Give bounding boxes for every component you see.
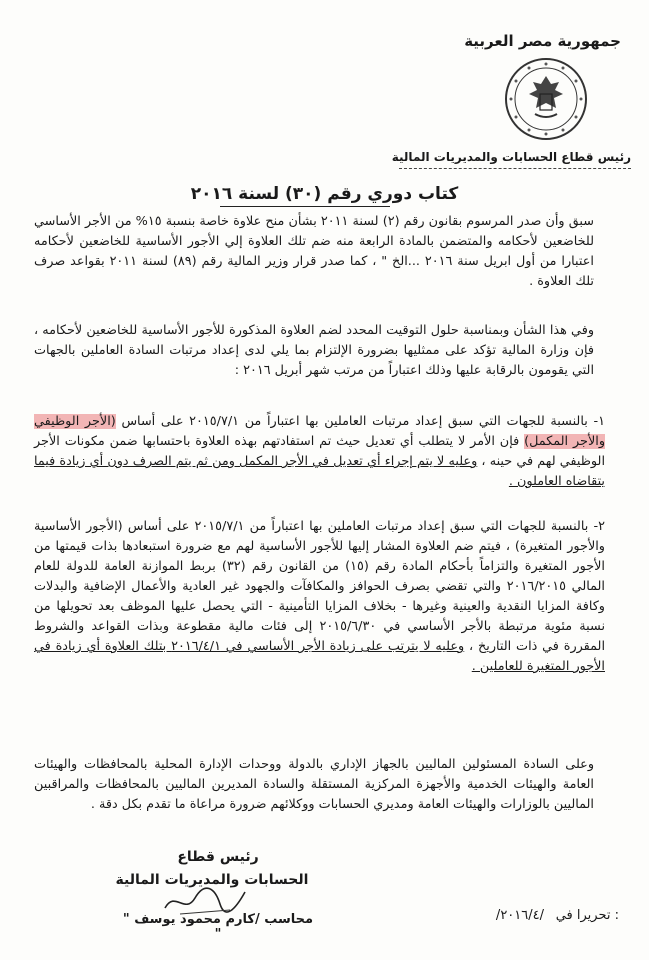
country-header: جمهورية مصر العربية [464, 32, 621, 50]
signature-title: رئيس قطاع [177, 849, 259, 865]
list-item-1 [34, 412, 605, 492]
signature-department: الحسابات والمديريات المالية [115, 872, 309, 888]
item-text-cont: فإن الأمر لا يتطلب أي تعديل حيث تم استفادتهم بهذه العلاوة باحتسابها ضمن مكونات الأجر الوظيفي لهم في حينه ، [34, 434, 605, 469]
paragraph-instructions: وعلى السادة المسئولين الماليين بالجهاز الإداري بالدولة ووحدات الإدارة المحلية بالمحافظات والهيئات العامة والهيئات الخدمية والأجهزة المركزية المستقلة والسادة المديرين الماليين بالمحافظات والمراقبين الماليين بالوزارات والهيئات العامة ومديري الحسابات ووكلائهم ضرورة مراعاة ما تقدم بكل دقة . [34, 757, 594, 812]
underlined-text: وعليه لا يتم إجراء أي تعديل في الأجر المكمل ومن ثم يتم الصرف دون أي زيادة فيما يتقاضاه العاملون . [34, 454, 605, 489]
item-number: ٢- [593, 519, 605, 534]
paragraph-intro: سبق وأن صدر المرسوم بقانون رقم (٢) لسنة ٢٠١١ بشأن منح علاوة خاصة بنسبة ١٥% من الأجر الأساسي للخاضعين لأحكامه والمتضمن بالمادة الرابعة منه ضم تلك العلاوة إلي الأجور الأساسية للخاضعين لأحكامه اعتبارا من أول ابريل سنة ٢٠١٦ ...الخ " ، كما صدر قرار وزير المالية رقم (٨٩) لسنة ٢٠١١ بقواعد صرف تلك العلاوة . [34, 214, 594, 289]
item-text: بالنسبة للجهات التي سبق إعداد مرتبات العاملين بها اعتباراً من ٢٠١٥/٧/١ على أساس (الأجور الأساسية والأجور المتغيرة) ، فيتم ضم العلاوة المشار إليها للأجور الأساسية لهم مع ضرورة استبعادها بذات قيمتها من الأجور المتغيرة والتزاماً بأحكام المادة رقم (١٥) من القانون رقم (٣٢) بربط الموازنة العامة للدولة للعام المالي ٢٠١٦/٢٠١٥ والتي تقضي بصرف الحوافز والمكافآت والجهود غير العادية والأعمال الإضافية والبدلات وكافة المزايا النقدية والعينية وغيرها - بخلاف المزايا التأمينية - التي يحصل عليها الموظف بعد تحويلها من نسبة مئوية مرتبطة بالأجر الأساسي في ٢٠١٥/٦/٣٠ إلى فئات مالية مقطوعة وبذات القواعد والشروط المقررة في ذات التاريخ ، [34, 519, 606, 654]
highlighted-text: (الأجر الوظيفي والأجر المكمل) [34, 414, 605, 449]
signatory-name: " محاسب /كارم محمود يوسف " [122, 912, 314, 942]
paragraph-context: وفي هذا الشأن وبمناسبة حلول التوقيت المحدد لضم العلاوة المذكورة للأجور الأساسية للخاضعين لأحكامه ، فإن وزارة المالية تؤكد على ممثليها بضرورة الإلتزام بما يلي لدى إعداد مرتبات السادة العاملين بالجهات التي يقومون بالرقابة عليها وذلك اعتباراً من مرتب شهر أبريل ٢٠١٦ : [34, 323, 594, 378]
title-underline [220, 206, 390, 207]
date-label: تحريرا في : [555, 908, 619, 923]
header-divider [399, 168, 631, 169]
document-title: كتاب دوري رقم (٣٠) لسنة ٢٠١٦ [190, 184, 459, 204]
underlined-text: وعليه لا يترتب على زيادة الأجر الأساسي في ٢٠١٦/٤/١ بتلك العلاوة أي زيادة في الأجور المتغيرة للعاملين . [34, 639, 605, 674]
office-header: رئيس قطاع الحسابات والمديريات المالية [391, 150, 631, 164]
list-item-2 [34, 517, 605, 677]
item-number: ١- [593, 414, 605, 429]
item-text: بالنسبة للجهات التي سبق إعداد مرتبات العاملين بها اعتباراً من ٢٠١٥/٧/١ على أساس [121, 414, 588, 429]
eagle-seal-icon [503, 56, 589, 142]
date-value: /٢٠١٦/٤/ [495, 908, 544, 923]
